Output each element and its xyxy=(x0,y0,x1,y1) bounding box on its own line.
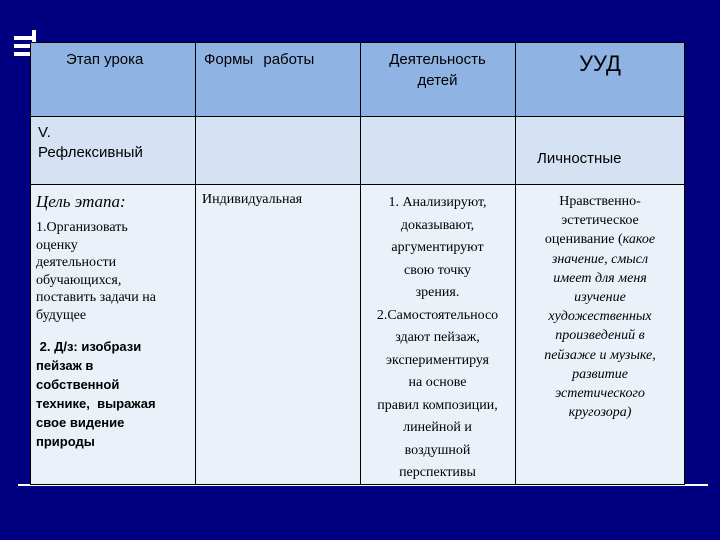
uud-line: кругозора) xyxy=(568,405,632,421)
activity-line: свою точку xyxy=(404,262,471,278)
header-stage-label: Этап урока xyxy=(66,51,144,68)
uud-line: Нравственно- xyxy=(559,194,641,209)
stage-activity-cell xyxy=(360,116,515,184)
content-stage-cell xyxy=(30,184,195,484)
homework-line: пейзаж в xyxy=(36,358,94,373)
stage-cell xyxy=(30,116,195,184)
header-cell-stage xyxy=(30,42,195,116)
uud-line: пейзаже и музыке, xyxy=(544,347,656,363)
uud-text xyxy=(515,192,685,422)
homework-line: природы xyxy=(36,434,95,449)
content-activity-cell xyxy=(360,184,515,484)
uud-line: изучение xyxy=(574,290,626,306)
activity-line: здают пейзаж, xyxy=(395,330,480,345)
uud-line: художественных xyxy=(548,309,652,325)
uud-line: оценивание (какое xyxy=(544,232,656,248)
goal-line: будущее xyxy=(36,307,87,323)
activity-line: линейной и xyxy=(403,420,472,435)
header-activity-label-1: Деятельность xyxy=(389,51,486,68)
activity-line: воздушной xyxy=(404,442,471,458)
goal-line: обучающихся, xyxy=(36,272,122,288)
uud-line: эстетического xyxy=(555,386,645,402)
goal-title: Цель этапа: xyxy=(36,192,126,211)
uud-italic-word: какое xyxy=(622,232,656,248)
content-forms-cell xyxy=(195,184,360,484)
activity-line: аргументируют xyxy=(391,240,484,255)
stage-uud-label: Личностные xyxy=(537,150,622,167)
homework-line: технике, выражая xyxy=(36,396,156,411)
goal-line: деятельности xyxy=(36,255,117,270)
activity-line: перспективы xyxy=(399,465,476,480)
header-cell-uud xyxy=(515,42,685,116)
activity-line: правил композиции, xyxy=(377,397,498,413)
homework-line: 2. Д/з: изобрази xyxy=(36,339,142,354)
header-cell-forms xyxy=(195,42,360,116)
activity-line: 2.Самостоятельносо xyxy=(376,307,499,323)
homework-line: собственной xyxy=(36,377,120,392)
header-activity-label-2: детей xyxy=(417,72,458,89)
form-value: Индивидуальная xyxy=(202,192,303,207)
goal-text xyxy=(36,219,156,324)
homework-line: свое видение xyxy=(36,415,125,430)
uud-line: имеет для меня xyxy=(553,270,647,286)
stage-uud-cell xyxy=(515,116,685,184)
activity-line: на основе xyxy=(408,375,467,390)
activity-line: 1. Анализируют, xyxy=(388,195,487,210)
uud-line: произведений в xyxy=(555,328,645,344)
activity-line: доказывают, xyxy=(400,217,475,233)
header-uud-label: УУД xyxy=(579,51,621,76)
homework-text xyxy=(36,337,156,451)
activity-line: экспериментируя xyxy=(386,352,489,368)
uud-line: эстетическое xyxy=(561,213,639,229)
goal-line: поставить задачи на xyxy=(36,290,156,305)
goal-line: оценку xyxy=(36,237,78,253)
uud-line: значение, смысл xyxy=(551,251,649,267)
content-uud-cell xyxy=(515,184,685,484)
stage-number: V. xyxy=(38,124,51,141)
header-forms-label: Формы работы xyxy=(204,51,315,68)
stage-name: Рефлексивный xyxy=(38,144,143,161)
activity-line: зрения. xyxy=(415,285,460,300)
uud-line: развитие xyxy=(572,366,628,382)
activity-text xyxy=(360,192,515,485)
stage-forms-cell xyxy=(195,116,360,184)
goal-line: 1.Организовать xyxy=(36,220,128,235)
header-cell-activity xyxy=(360,42,515,116)
